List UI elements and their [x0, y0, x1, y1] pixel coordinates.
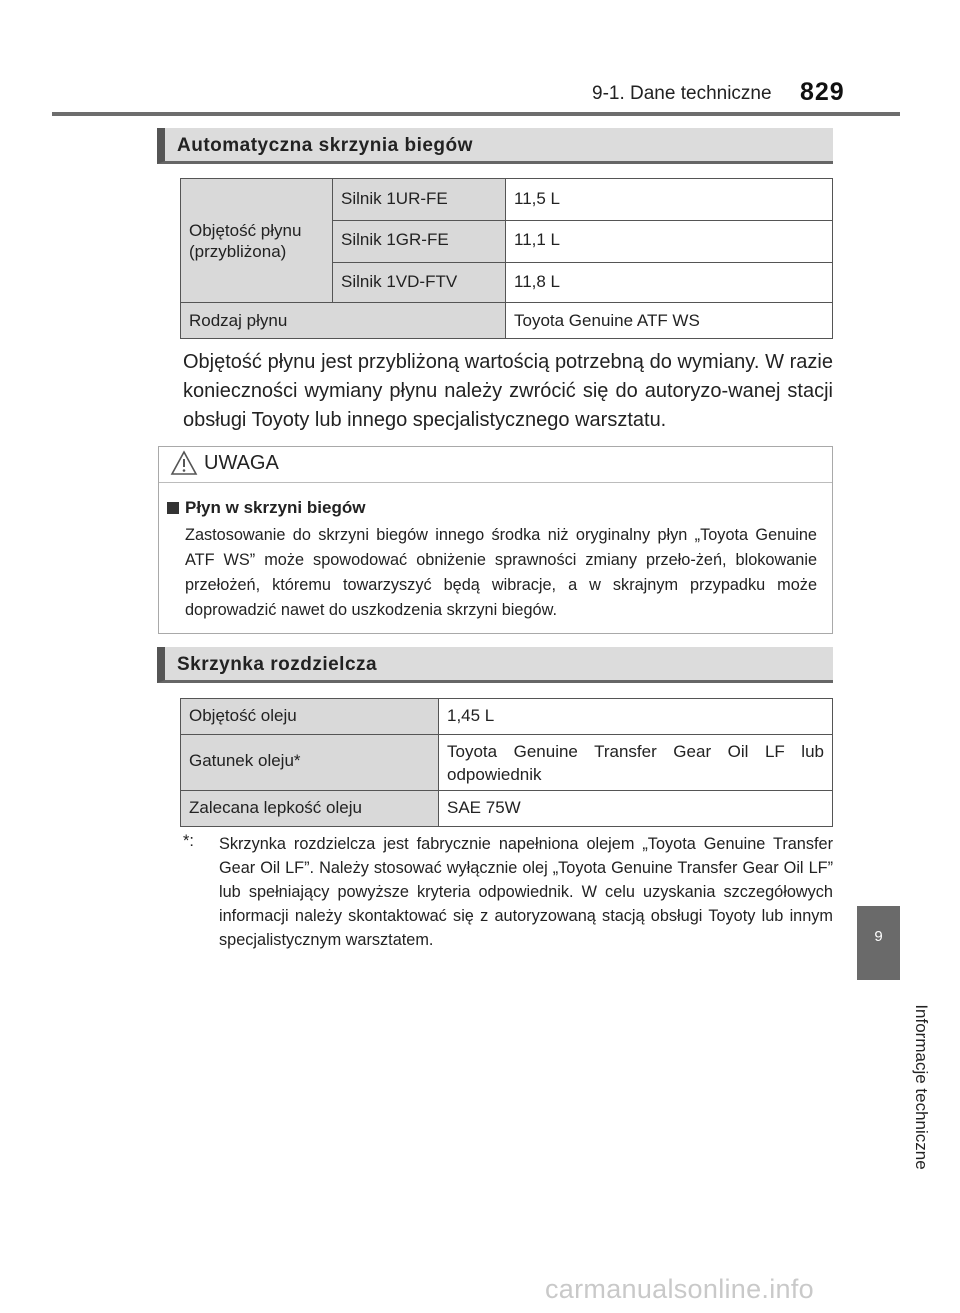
caution-subtitle [167, 498, 365, 518]
section-heading-transfer [157, 647, 833, 683]
footnote-mark: *: [183, 832, 194, 850]
page-number: 829 [800, 78, 845, 106]
section-heading-atf-text: Automatyczna skrzynia biegów [177, 135, 473, 156]
table-row [181, 699, 833, 735]
fluid-type-value: Toyota Genuine ATF WS [506, 303, 833, 339]
running-header-section: 9-1. Dane techniczne [592, 83, 772, 104]
table-row [181, 303, 833, 339]
fluid-type-label: Rodzaj płynu [181, 303, 506, 339]
watermark: carmanualsonline.info [545, 1274, 814, 1304]
section-heading-atf [157, 128, 833, 164]
section-heading-transfer-text: Skrzynka rozdzielcza [177, 654, 378, 675]
caution-divider [159, 482, 832, 483]
atf-note-paragraph: Objętość płynu jest przybliżoną wartością potrzebną do wymiany. W razie konieczności wymiany płynu należy zwrócić się do autoryzo-wanej stacji obsługi Toyoty lub innego specjalistycznego warsztatu. [183, 351, 833, 431]
table-row [181, 179, 833, 221]
oil-grade-value: Toyota Genuine Transfer Gear Oil LF lub odpowiednik [439, 735, 833, 791]
oil-capacity-label: Objętość oleju [181, 699, 439, 735]
warning-triangle-icon [170, 450, 198, 476]
chapter-tab-number: 9 [874, 928, 883, 945]
capacity-value: 11,5 L [506, 179, 833, 221]
oil-capacity-value: 1,45 L [439, 699, 833, 735]
capacity-value: 11,8 L [506, 263, 833, 303]
engine-cell: Silnik 1GR-FE [333, 221, 506, 263]
engine-cell: Silnik 1UR-FE [333, 179, 506, 221]
header-rule [52, 112, 900, 116]
atf-spec-table [180, 178, 833, 339]
capacity-label-text: Objętość płynu (przybliżona) [189, 220, 302, 261]
transfer-spec-table [180, 698, 833, 827]
chapter-tab-label: Informacje techniczne [912, 1004, 931, 1170]
capacity-value: 11,1 L [506, 221, 833, 263]
oil-viscosity-value: SAE 75W [439, 791, 833, 827]
table-row [181, 735, 833, 791]
capacity-label [181, 179, 333, 303]
table-row [181, 791, 833, 827]
caution-subtitle-text: Płyn w skrzyni biegów [185, 498, 366, 517]
caution-text: Zastosowanie do skrzyni biegów innego środka niż oryginalny płyn „Toyota Genuine ATF WS” może spowodować obniżenie sprawności zmiany przeło-żeń, blokowanie przełożeń, któremu towarzyszyć będą wibracje, a w skrajnym przypadku może doprowadzić nawet do uszkodzenia skrzyni biegów. [185, 526, 817, 619]
square-bullet-icon [167, 502, 179, 514]
oil-viscosity-label: Zalecana lepkość oleju [181, 791, 439, 827]
oil-grade-label: Gatunek oleju* [181, 735, 439, 791]
engine-cell: Silnik 1VD-FTV [333, 263, 506, 303]
caution-title: UWAGA [204, 452, 279, 474]
footnote-text: Skrzynka rozdzielcza jest fabrycznie napełniona olejem „Toyota Genuine Transfer Gear Oil LF”. Należy stosować wyłącznie olej „Toyota Genuine Transfer Gear Oil LF” lub spełniający powyższe kryteria odpowiednik. W celu uzyskania szczegółowych informacji należy skontaktować się z autoryzowaną stacją obsługi Toyoty lub innym specjalistycznym warsztatem. [219, 835, 833, 949]
